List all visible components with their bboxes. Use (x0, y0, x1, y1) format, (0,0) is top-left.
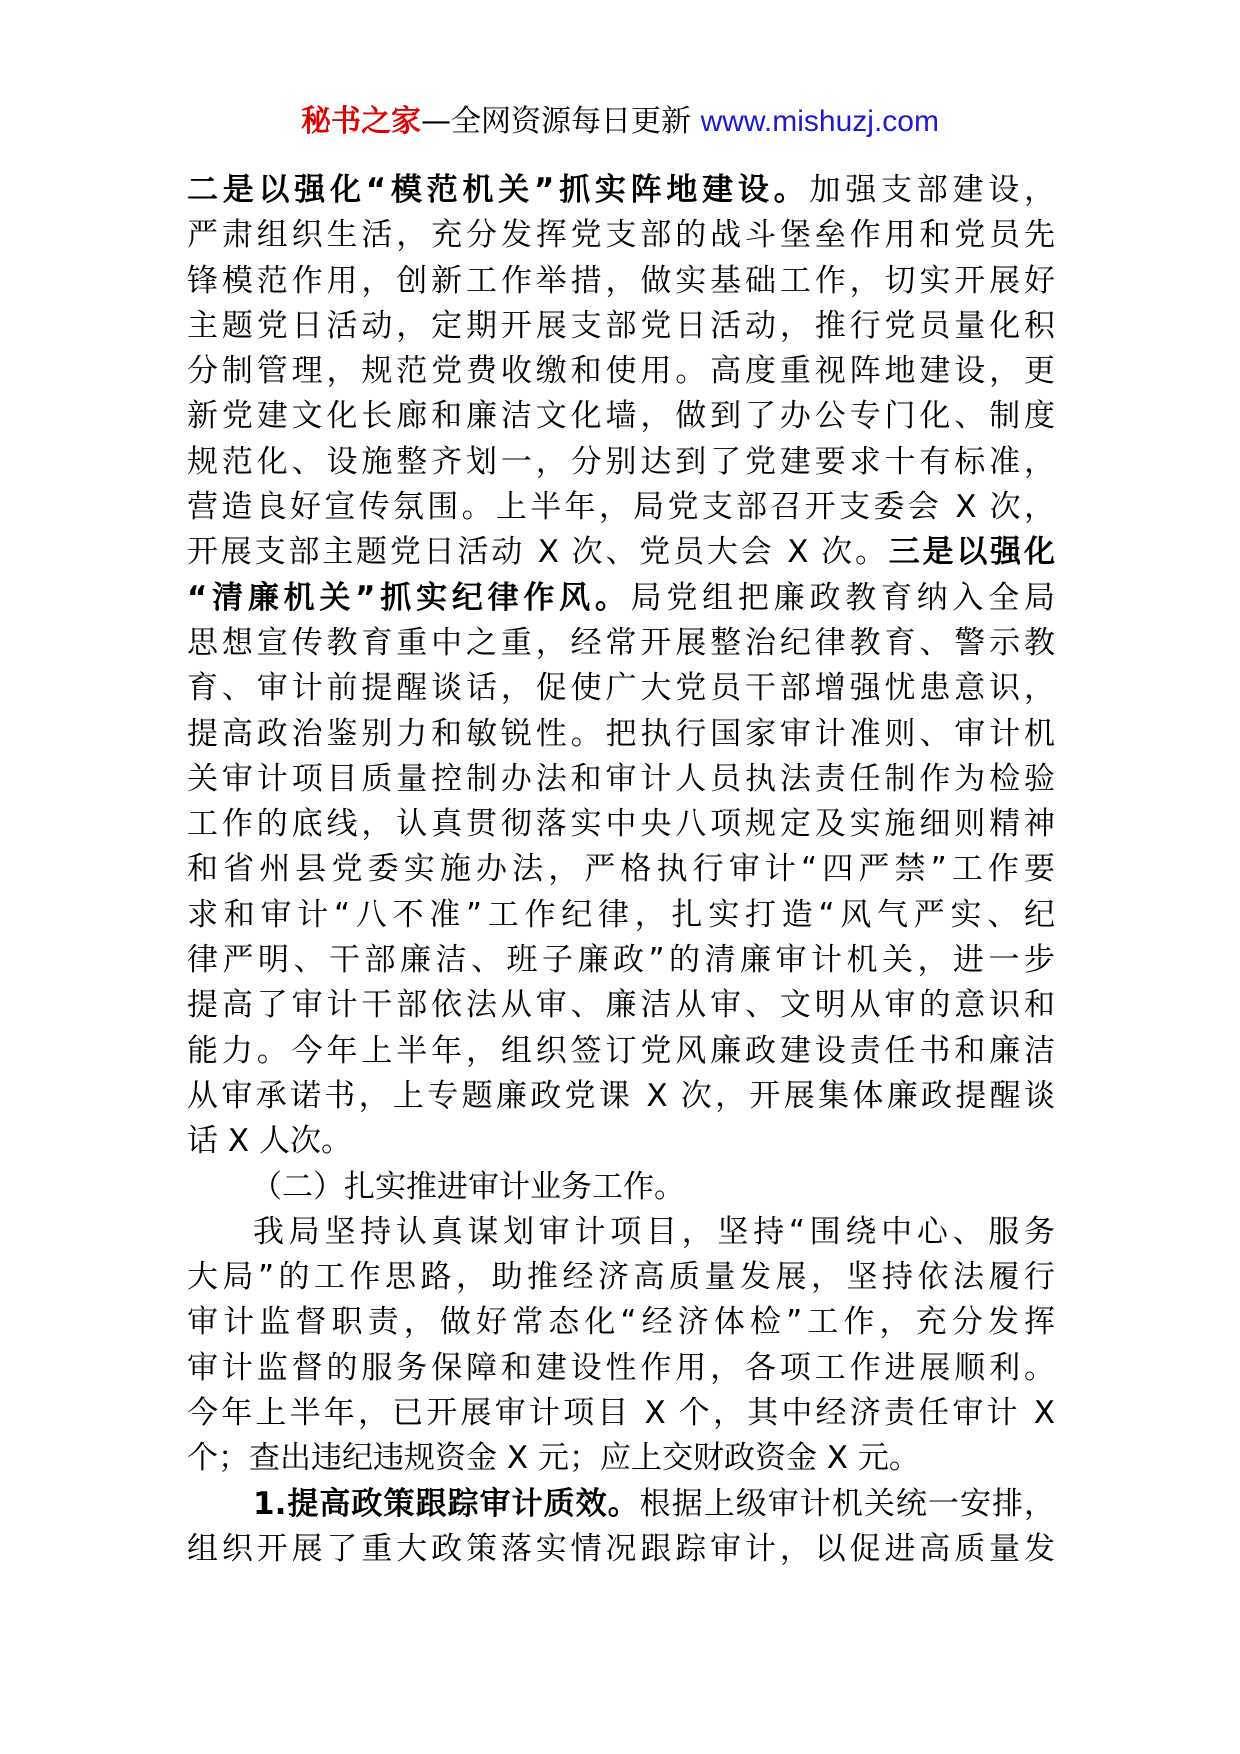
bold-heading: 三是以强化 (888, 534, 1055, 571)
brand-name: 秘书之家 (301, 104, 422, 139)
text-line: 提高了审计干部依法从审、廉洁从审、文明从审的意识和 (187, 987, 1055, 1024)
text-line: 提高政治鉴别力和敏锐性。把执行国家审计准则、审计机 (187, 715, 1055, 752)
text-line: 求和审计“八不准”工作纪律，扎实打造“风气严实、纪 (187, 896, 1055, 933)
text-line: 今年上半年，已开展审计项目 X 个，其中经济责任审计 X (187, 1395, 1055, 1432)
text-line: 规范化、设施整齐划一，分别达到了党建要求十有标准， (187, 443, 1055, 480)
text-line: 主题党日活动，定期开展支部党日活动，推行党员量化积 (187, 307, 1055, 344)
text-line: 和省州县党委实施办法，严格执行审计“四严禁”工作要 (187, 851, 1055, 888)
text-line: 大局”的工作思路，助推经济高质量发展，坚持依法履行 (187, 1259, 1055, 1296)
text-line: 严肃组织生活，充分发挥党支部的战斗堡垒作用和党员先 (187, 217, 1055, 254)
site-url-link[interactable]: www.mishuzj.com (700, 105, 939, 138)
text-line: 从审承诺书，上专题廉政党课 X 次，开展集体廉政提醒谈 (187, 1077, 1055, 1114)
text-line: 组织开展了重大政策落实情况跟踪审计，以促进高质量发 (187, 1530, 1055, 1567)
text-line: 个；查出违纪违规资金 X 元；应上交财政资金 X 元。 (187, 1440, 920, 1477)
text-line: 工作的底线，认真贯彻落实中央八项规定及实施细则精神 (187, 806, 1055, 843)
text-line: 律严明、干部廉洁、班子廉政”的清廉审计机关，进一步 (187, 942, 1055, 979)
section-heading: （二）扎实推进审计业务工作。 (251, 1168, 685, 1205)
text-line: 1.提高政策跟踪审计质效。根据上级审计机关统一安排， (253, 1485, 1055, 1522)
bold-heading: 二是以强化“模范机关”抓实阵地建设。 (187, 172, 810, 208)
bold-heading: 1.提高政策跟踪审计质效。 (253, 1485, 640, 1522)
text-line: 能力。今年上半年，组织签订党风廉政建设责任书和廉洁 (187, 1032, 1055, 1069)
text-line: 分制管理，规范党费收缴和使用。高度重视阵地建设，更 (187, 353, 1055, 390)
text-line: 关审计项目质量控制办法和审计人员执法责任制作为检验 (187, 760, 1055, 797)
text-line: 话 X 人次。 (187, 1123, 352, 1160)
document-body (187, 168, 1055, 1572)
text-line: “清廉机关”抓实纪律作风。局党组把廉政教育纳入全局 (187, 579, 1056, 616)
text-line: 新党建文化长廊和廉洁文化墙，做到了办公专门化、制度 (187, 398, 1055, 435)
text-line: 锋模范作用，创新工作举措，做实基础工作，切实开展好 (187, 262, 1055, 299)
text-line: 审计监督职责，做好常态化“经济体检”工作，充分发挥 (187, 1304, 1055, 1341)
header-slogan: —全网资源每日更新 (421, 104, 692, 139)
text-line: 育、审计前提醒谈话，促使广大党员干部增强忧患意识， (187, 670, 1055, 707)
text-line: 开展支部主题党日活动 X 次、党员大会 X 次。三是以强化 (187, 534, 1055, 571)
site-header (0, 100, 1240, 144)
text-line: 我局坚持认真谋划审计项目，坚持“围绕中心、服务 (253, 1213, 1055, 1250)
text-line: 营造良好宣传氛围。上半年，局党支部召开支委会 X 次， (187, 489, 1055, 526)
text-line: 二是以强化“模范机关”抓实阵地建设。加强支部建设， (187, 172, 1055, 208)
text-line: 思想宣传教育重中之重，经常开展整治纪律教育、警示教 (187, 624, 1055, 661)
text-line: 审计监督的服务保障和建设性作用，各项工作进展顺利。 (187, 1349, 1055, 1386)
bold-heading: “清廉机关”抓实纪律作风。 (187, 579, 631, 616)
